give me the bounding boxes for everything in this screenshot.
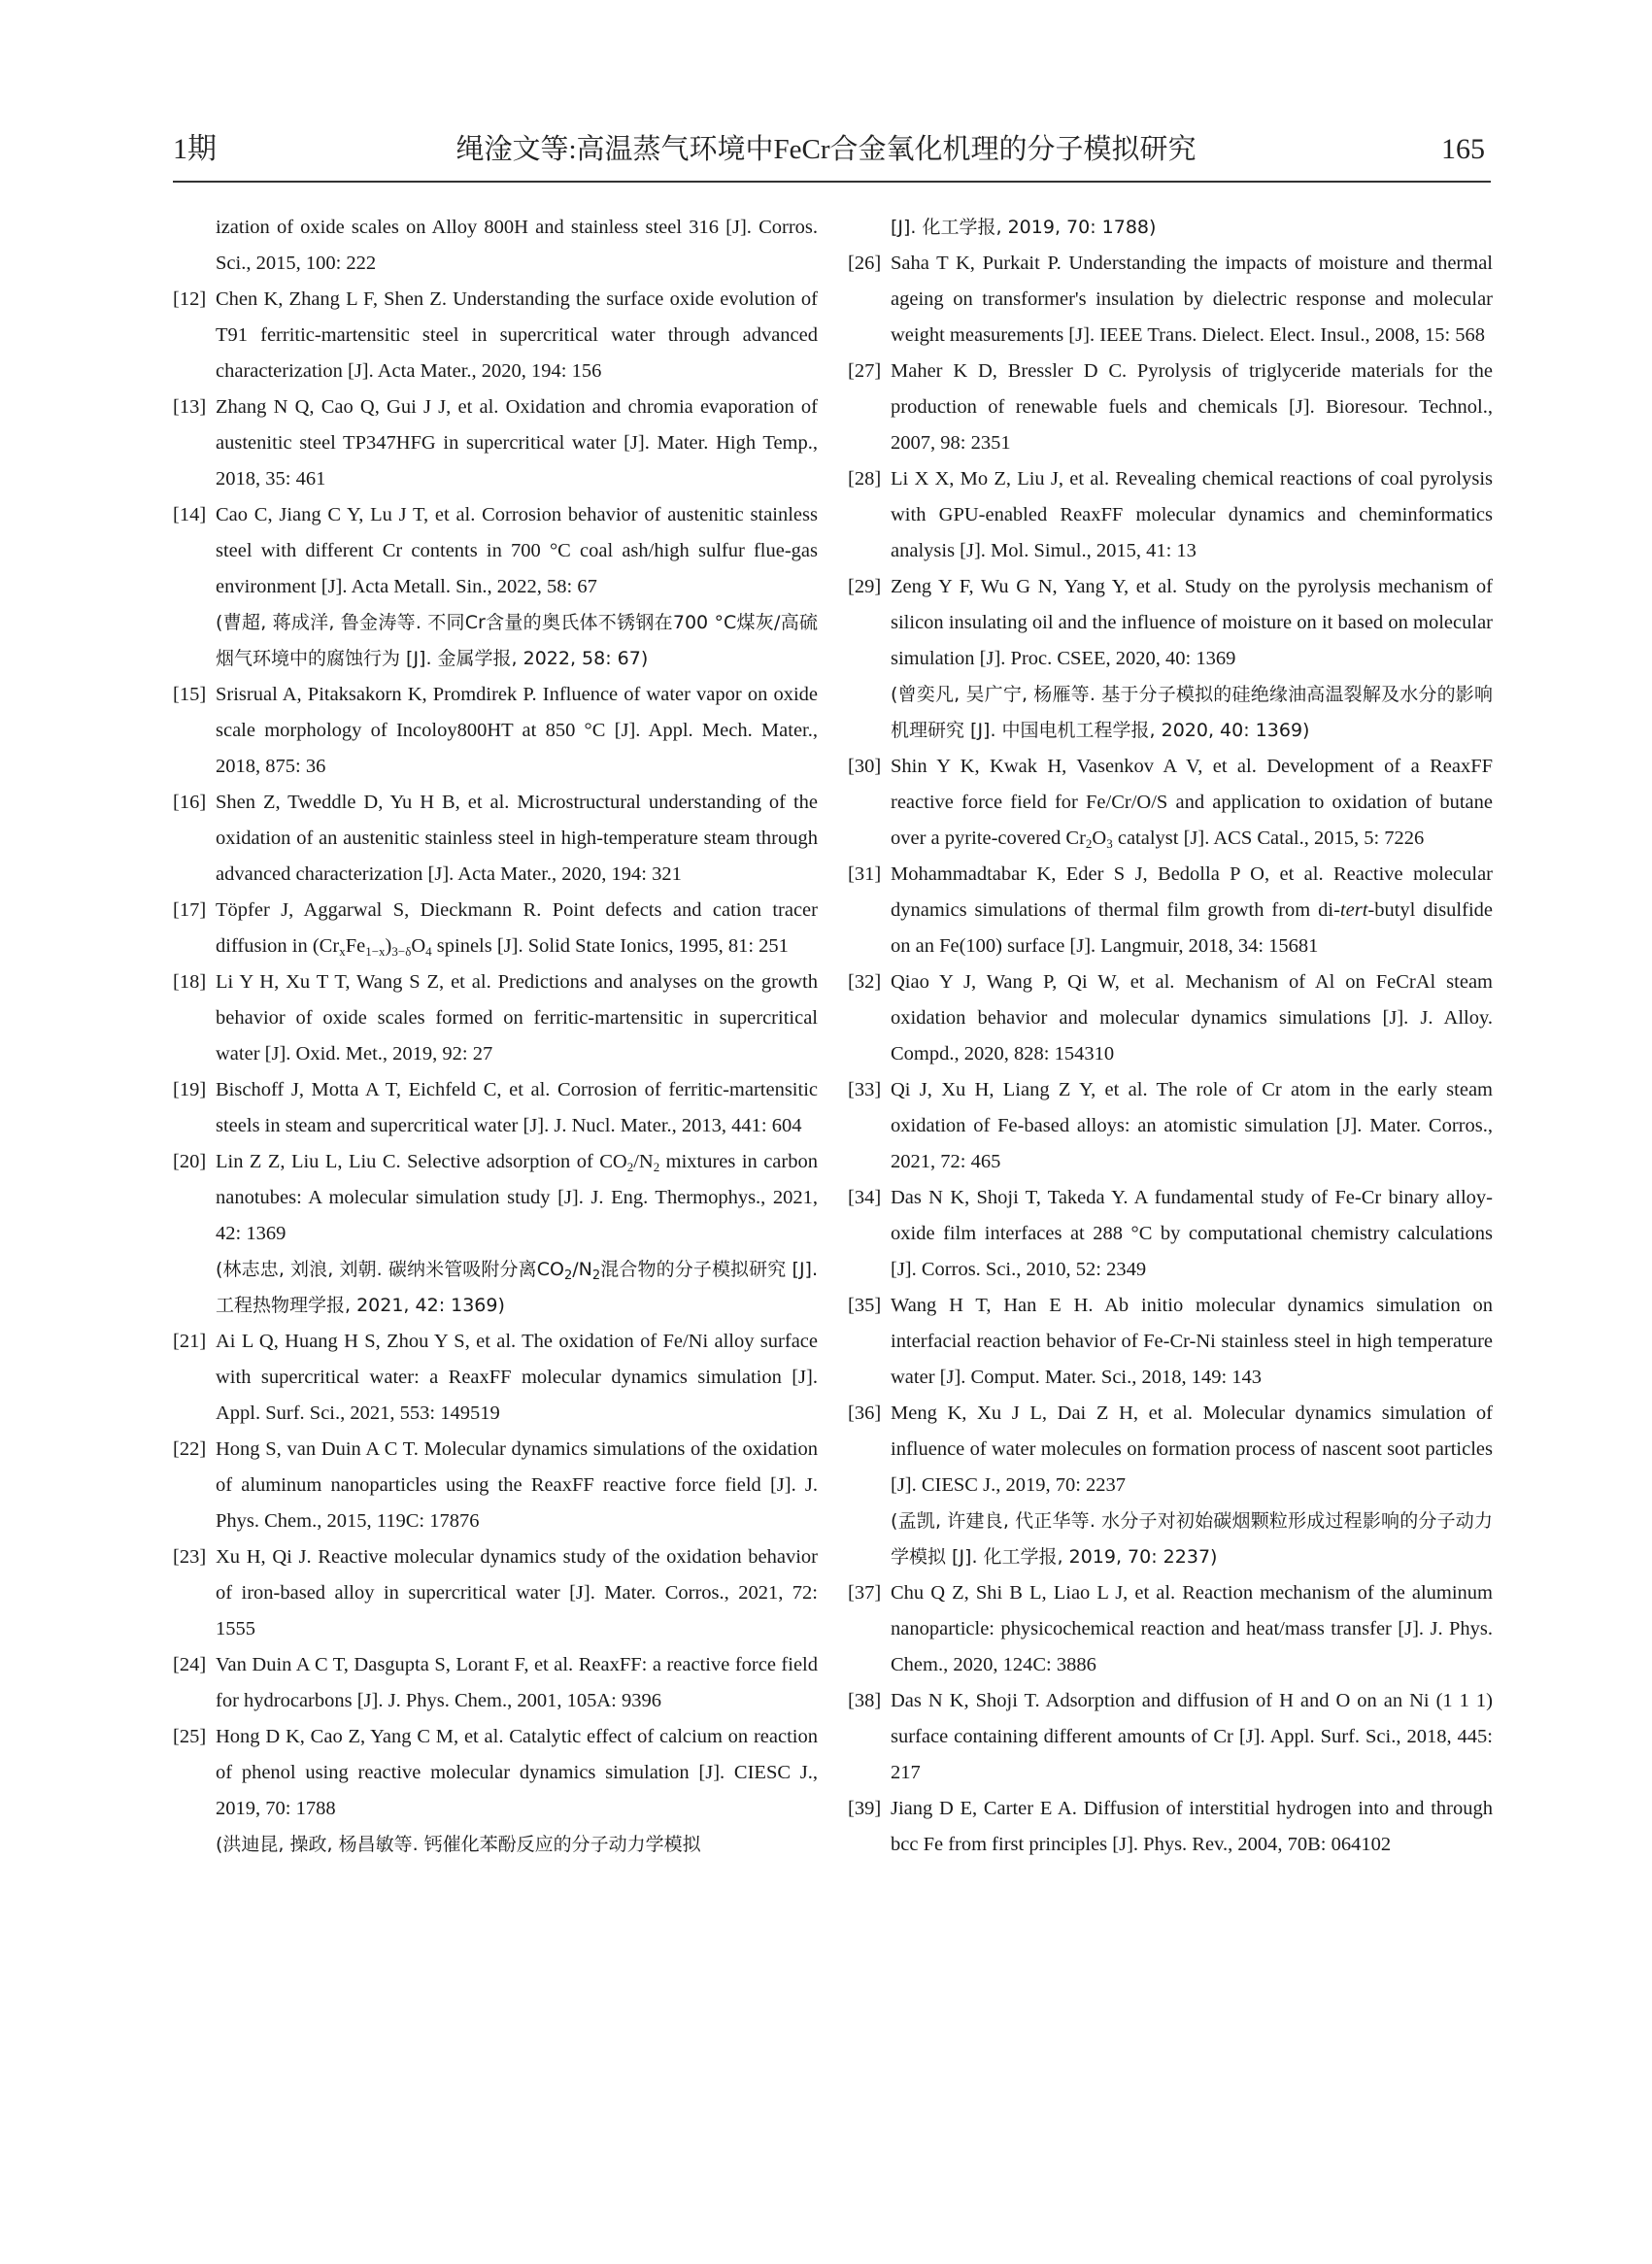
reference-text: Saha T K, Purkait P. Understanding the impacts of moisture and thermal ageing on transformer's insulation by dielectric response and molecular weight measurements [J]. IEEE Trans. Dielect. Elect. Insul., 2008, 15: 568 [891, 253, 1493, 346]
subscript: 1−x [365, 944, 386, 959]
reference-label: [13] [173, 396, 207, 418]
reference-label: [25] [173, 1726, 207, 1747]
reference-text: Wang H T, Han E H. Ab initio molecular dynamics simulation on interfacial reaction behavior of Fe-Cr-Ni stainless steel in high temperature water [J]. Comput. Mater. Sci., 2018, 149: 143 [891, 1295, 1493, 1388]
running-title: 绳淦文等:高温蒸气环境中FeCr合金氧化机理的分子模拟研究 [455, 134, 1197, 165]
reference-label: [15] [173, 684, 207, 705]
reference-24 [173, 1647, 818, 1719]
reference-label: [34] [848, 1187, 882, 1208]
reference-28 [848, 461, 1493, 569]
reference-chinese-text: (洪迪昆, 操政, 杨昌敏等. 钙催化苯酚反应的分子动力学模拟 [216, 1834, 701, 1855]
reference-text: Srisrual A, Pitaksakorn K, Promdirek P. Influence of water vapor on oxide scale morphology of Incoloy800HT at 850 °C [J]. Appl. Mech. Mater., 2018, 875: 36 [216, 684, 818, 777]
reference-text: Töpfer J, Aggarwal S, Dieckmann R. Point defects and cation tracer diffusion in (Cr [216, 899, 818, 957]
subscript: 2 [563, 1268, 573, 1283]
reference-label: [21] [173, 1331, 207, 1352]
reference-chinese-text [216, 1252, 818, 1324]
reference-text: O [1092, 828, 1107, 849]
reference-chinese-part: /N [572, 1259, 592, 1280]
reference-32 [848, 964, 1493, 1072]
reference-37 [848, 1575, 1493, 1683]
reference-text: Hong S, van Duin A C T. Molecular dynamics simulations of the oxidation of aluminum nanoparticles using the ReaxFF reactive force field [J]. J. Phys. Chem., 2015, 119C: 17876 [216, 1438, 818, 1532]
reference-label: [32] [848, 971, 882, 993]
header-rule [173, 181, 1491, 183]
subscript: 2 [1085, 836, 1093, 851]
subscript: 2 [591, 1268, 601, 1283]
reference-label: [39] [848, 1798, 882, 1819]
reference-label: [14] [173, 504, 207, 525]
reference-label: [30] [848, 756, 882, 777]
reference-text: Li X X, Mo Z, Liu J, et al. Revealing chemical reactions of coal pyrolysis with GPU-enabled ReaxFF molecular dynamics and cheminformatics analysis [J]. Mol. Simul., 2015, 41: 13 [891, 468, 1493, 561]
reference-17 [173, 893, 818, 964]
reference-33 [848, 1072, 1493, 1180]
subscript: 2 [626, 1160, 634, 1174]
reference-19 [173, 1072, 818, 1144]
reference-label: [29] [848, 576, 882, 597]
reference-text: Qi J, Xu H, Liang Z Y, et al. The role of Cr atom in the early steam oxidation of Fe-based alloys: an atomistic simulation [J]. Mater. Corros., 2021, 72: 465 [891, 1079, 1493, 1172]
reference-label: [27] [848, 360, 882, 382]
reference-27 [848, 354, 1493, 461]
reference-text: Ai L Q, Huang H S, Zhou Y S, et al. The oxidation of Fe/Ni alloy surface with supercritical water: a ReaxFF molecular dynamics simulation [J]. Appl. Surf. Sci., 2021, 553: 149519 [216, 1331, 818, 1424]
reference-chinese-text: (曹超, 蒋成洋, 鲁金涛等. 不同Cr含量的奥氏体不锈钢在700 °C煤灰/高硫烟气环境中的腐蚀行为 [J]. 金属学报, 2022, 58: 67) [216, 612, 818, 669]
reference-text: -butyl disulfide on an Fe(100) surface [J]. Langmuir, 2018, 34: 15681 [891, 899, 1493, 957]
reference-26 [848, 246, 1493, 354]
reference-14 [173, 497, 818, 677]
reference-label: [12] [173, 288, 207, 310]
reference-text: spinels [J]. Solid State Ionics, 1995, 81: 251 [431, 935, 789, 957]
reference-21 [173, 1324, 818, 1432]
subscript: x [339, 944, 346, 959]
subscript: 2 [653, 1160, 660, 1174]
reference-38 [848, 1683, 1493, 1791]
reference-text: catalyst [J]. ACS Catal., 2015, 5: 7226 [1112, 828, 1425, 849]
reference-text: Chen K, Zhang L F, Shen Z. Understanding the surface oxide evolution of T91 ferritic-martensitic steel in supercritical water through advanced characterization [J]. Acta Mater., 2020, 194: 156 [216, 288, 818, 382]
reference-label: [19] [173, 1079, 207, 1100]
reference-text: Chu Q Z, Shi B L, Liao L J, et al. Reaction mechanism of the aluminum nanoparticle: physicochemical reaction and heat/mass transfer [J]. J. Phys. Chem., 2020, 124C: 3886 [891, 1582, 1493, 1675]
left-column [173, 210, 818, 1863]
reference-12 [173, 282, 818, 389]
reference-label: [24] [173, 1654, 207, 1675]
reference-text: Qiao Y J, Wang P, Qi W, et al. Mechanism of Al on FeCrAl steam oxidation behavior and molecular dynamics simulations [J]. J. Alloy. Compd., 2020, 828: 154310 [891, 971, 1493, 1064]
reference-text: Li Y H, Xu T T, Wang S Z, et al. Predictions and analyses on the growth behavior of oxide scales formed on ferritic-martensitic in supercritical water [J]. Oxid. Met., 2019, 92: 27 [216, 971, 818, 1064]
reference-text: Jiang D E, Carter E A. Diffusion of interstitial hydrogen into and through bcc Fe from first principles [J]. Phys. Rev., 2004, 70B: 064102 [891, 1798, 1493, 1855]
reference-text: ) [385, 935, 392, 957]
reference-text: Bischoff J, Motta A T, Eichfeld C, et al. Corrosion of ferritic-martensitic steels in steam and supercritical water [J]. J. Nucl. Mater., 2013, 441: 604 [216, 1079, 818, 1136]
reference-text: Zhang N Q, Cao Q, Gui J J, et al. Oxidation and chromia evaporation of austenitic steel TP347HFG in supercritical water [J]. Mater. High Temp., 2018, 35: 461 [216, 396, 818, 490]
reference-35 [848, 1288, 1493, 1396]
reference-22 [173, 1432, 818, 1539]
reference-text: Mohammadtabar K, Eder S J, Bedolla P O, et al. Reactive molecular dynamics simulations of thermal film growth from di- [891, 863, 1493, 921]
reference-15 [173, 677, 818, 785]
reference-label: [18] [173, 971, 207, 993]
reference-label: [23] [173, 1546, 207, 1568]
italic-text: tert [1339, 899, 1368, 921]
reference-text: Shen Z, Tweddle D, Yu H B, et al. Microstructural understanding of the oxidation of an austenitic stainless steel in high-temperature steam through advanced characterization [J]. Acta Mater., 2020, 194: 321 [216, 792, 818, 885]
reference-text: /N [633, 1151, 654, 1172]
reference-text: Das N K, Shoji T, Takeda Y. A fundamental study of Fe-Cr binary alloy-oxide film interfaces at 288 °C by computational chemistry calculations [J]. Corros. Sci., 2010, 52: 2349 [891, 1187, 1493, 1280]
reference-20 [173, 1144, 818, 1324]
reference-text: Meng K, Xu J L, Dai Z H, et al. Molecular dynamics simulation of influence of water molecules on formation process of nascent soot particles [J]. CIESC J., 2019, 70: 2237 [891, 1402, 1493, 1496]
reference-text: Shin Y K, Kwak H, Vasenkov A V, et al. Development of a ReaxFF reactive force field for Fe/Cr/O/S and application to oxidation of butane over a pyrite-covered Cr [891, 756, 1493, 849]
reference-chinese-part: (林志忠, 刘浪, 刘朝. 碳纳米管吸附分离CO [216, 1259, 564, 1280]
reference-text: Lin Z Z, Liu L, Liu C. Selective adsorption of CO [216, 1151, 627, 1172]
subscript: 4 [425, 944, 432, 959]
reference-36 [848, 1396, 1493, 1575]
reference-text: Das N K, Shoji T. Adsorption and diffusion of H and O on an Ni (1 1 1) surface containing different amounts of Cr [J]. Appl. Surf. Sci., 2018, 445: 217 [891, 1690, 1493, 1783]
reference-text: mixtures in carbon nanotubes: A molecular simulation study [J]. J. Eng. Thermophys., 2021, 42: 1369 [216, 1151, 818, 1244]
reference-continuation: [J]. 化工学报, 2019, 70: 1788) [891, 217, 1157, 238]
reference-23 [173, 1539, 818, 1647]
reference-18 [173, 964, 818, 1072]
reference-text: Fe [345, 935, 366, 957]
reference-label: [37] [848, 1582, 882, 1604]
reference-label: [28] [848, 468, 882, 490]
reference-text: Maher K D, Bressler D C. Pyrolysis of triglyceride materials for the production of renewable fuels and chemicals [J]. Bioresour. Technol., 2007, 98: 2351 [891, 360, 1493, 454]
reference-30 [848, 749, 1493, 857]
reference-label: [26] [848, 253, 882, 274]
reference-34 [848, 1180, 1493, 1288]
reference-29 [848, 569, 1493, 749]
reference-label: [22] [173, 1438, 207, 1460]
reference-text: Cao C, Jiang C Y, Lu J T, et al. Corrosion behavior of austenitic stainless steel with different Cr contents in 700 °C coal ash/high sulfur flue-gas environment [J]. Acta Metall. Sin., 2022, 58: 67 [216, 504, 818, 597]
reference-text: O [411, 935, 426, 957]
reference-label: [16] [173, 792, 207, 813]
reference-text: Xu H, Qi J. Reactive molecular dynamics study of the oxidation behavior of iron-based alloy in supercritical water [J]. Mater. Corros., 2021, 72: 1555 [216, 1546, 818, 1639]
reference-label: [36] [848, 1402, 882, 1424]
reference-chinese-text: (孟凯, 许建良, 代正华等. 水分子对初始碳烟颗粒形成过程影响的分子动力学模拟 [J]. 化工学报, 2019, 70: 2237) [891, 1510, 1493, 1568]
reference-13 [173, 389, 818, 497]
reference-chinese-part: 混合物的分子模拟研究 [J]. 工程热物理学报, 2021, 42: 1369) [216, 1259, 819, 1316]
reference-label: [33] [848, 1079, 882, 1100]
reference-label: [31] [848, 863, 882, 885]
right-column [848, 210, 1493, 1863]
reference-25 [173, 1719, 818, 1863]
reference-text: Zeng Y F, Wu G N, Yang Y, et al. Study on the pyrolysis mechanism of silicon insulating oil and the influence of moisture on it based on molecular simulation [J]. Proc. CSEE, 2020, 40: 1369 [891, 576, 1493, 669]
reference-31 [848, 857, 1493, 964]
reference-16 [173, 785, 818, 893]
reference-chinese-text: (曾奕凡, 吴广宁, 杨雁等. 基于分子模拟的硅绝缘油高温裂解及水分的影响机理研究 [J]. 中国电机工程学报, 2020, 40: 1369) [891, 684, 1493, 741]
page-number: 165 [1441, 133, 1485, 165]
issue-label: 1期 [173, 133, 217, 165]
reference-label: [38] [848, 1690, 882, 1711]
reference-label: [35] [848, 1295, 882, 1316]
reference-39 [848, 1791, 1493, 1863]
subscript: 3−δ [391, 944, 412, 959]
reference-text: Van Duin A C T, Dasgupta S, Lorant F, et al. ReaxFF: a reactive force field for hydrocarbons [J]. J. Phys. Chem., 2001, 105A: 9396 [216, 1654, 818, 1711]
reference-label: [17] [173, 899, 207, 921]
reference-text: Hong D K, Cao Z, Yang C M, et al. Catalytic effect of calcium on reaction of phenol using reactive molecular dynamics simulation [J]. CIESC J., 2019, 70: 1788 [216, 1726, 818, 1819]
reference-label: [20] [173, 1151, 207, 1172]
subscript: 3 [1106, 836, 1113, 851]
reference-continuation: ization of oxide scales on Alloy 800H and stainless steel 316 [J]. Corros. Sci., 2015, 100: 222 [216, 217, 818, 274]
